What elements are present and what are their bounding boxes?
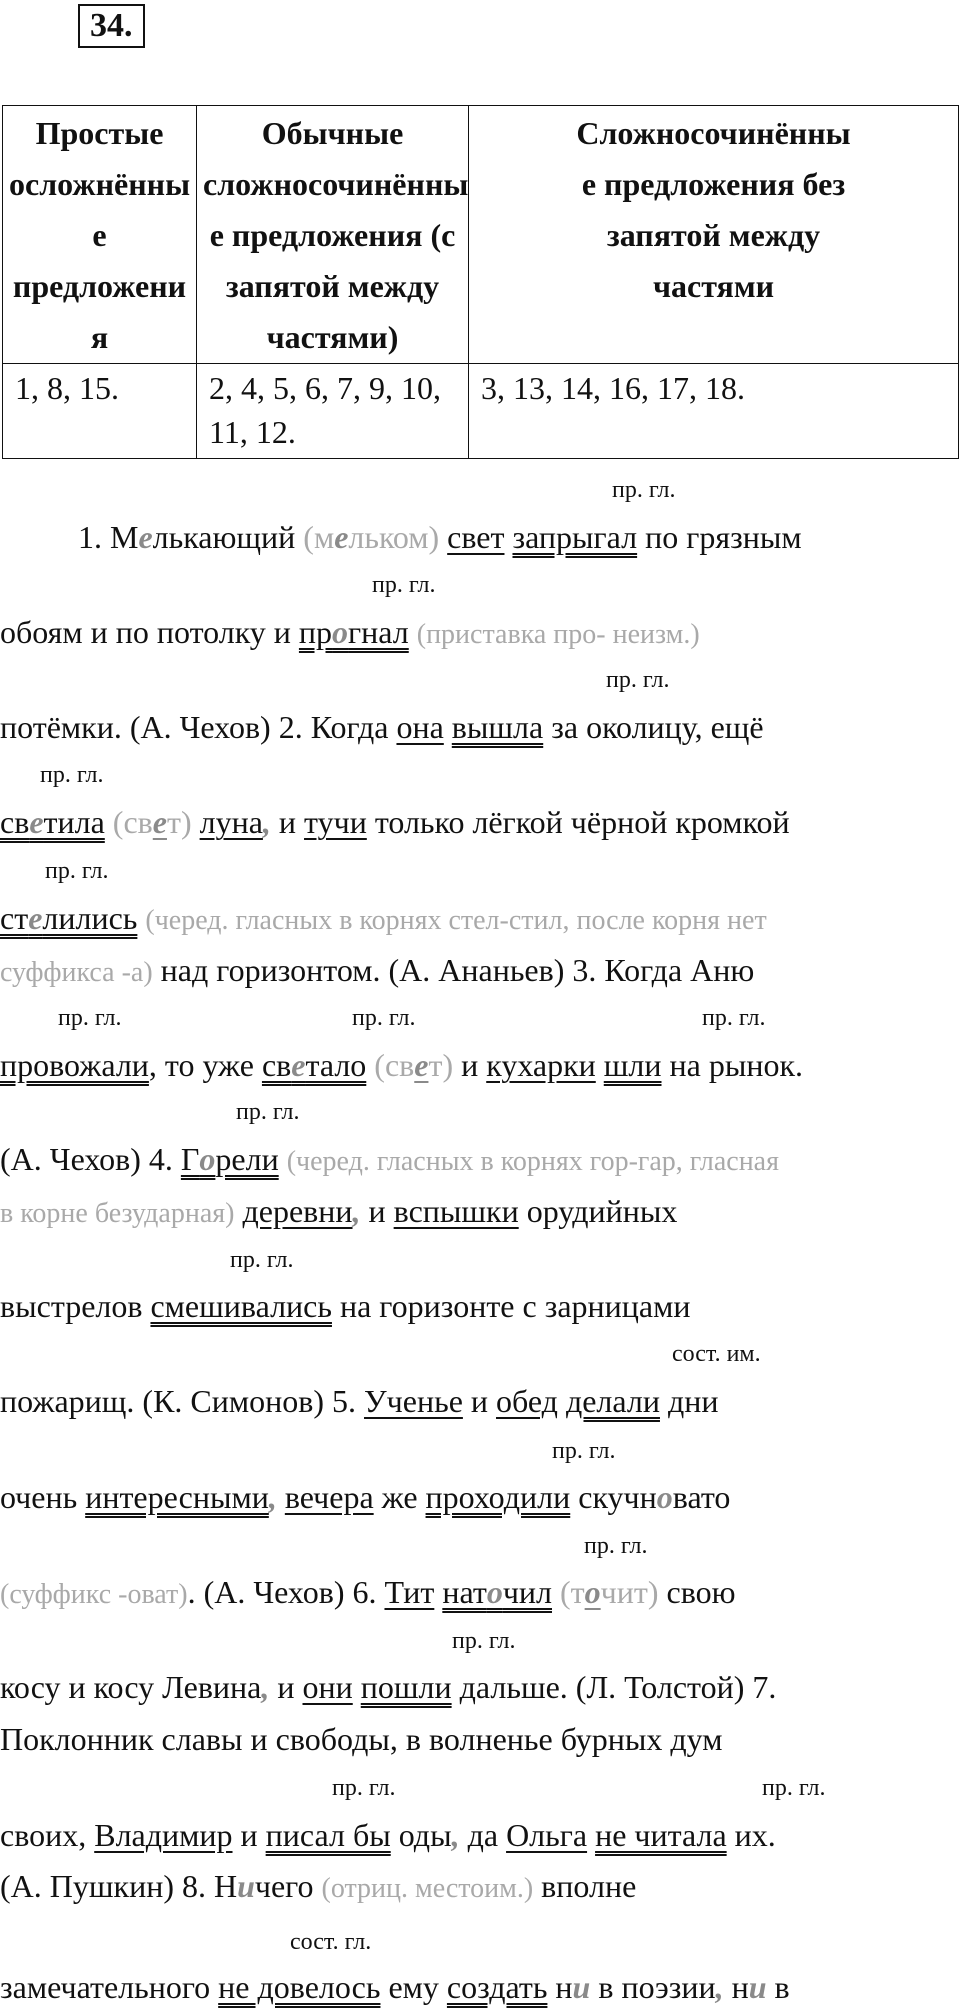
predicate: создать bbox=[446, 1969, 548, 2005]
predicate: гнал bbox=[348, 614, 409, 650]
text-run: на горизонте с зарницами bbox=[331, 1288, 691, 1324]
text-run: и bbox=[269, 1669, 303, 1705]
explanation-note: льком) bbox=[348, 519, 440, 555]
marked-letter: о bbox=[199, 1141, 216, 1177]
text-run bbox=[277, 1479, 285, 1515]
text-line bbox=[0, 1815, 776, 1855]
explanation-note: (м bbox=[303, 519, 335, 555]
subject: Ученье bbox=[364, 1383, 463, 1419]
subject: тучи bbox=[304, 804, 367, 840]
classification-table bbox=[2, 105, 959, 459]
subject: Ольга bbox=[506, 1817, 588, 1853]
predicate: интересными bbox=[85, 1479, 269, 1515]
annotation: пр. гл. bbox=[352, 1005, 416, 1031]
text-run: и bbox=[270, 804, 305, 840]
marked-letter: е bbox=[138, 519, 153, 555]
text-line bbox=[0, 1381, 719, 1421]
annotation: пр. гл. bbox=[584, 1533, 648, 1559]
text-line bbox=[0, 1286, 691, 1326]
header-line: Обычные bbox=[261, 115, 404, 151]
predicate: Г bbox=[180, 1141, 200, 1177]
explanation-note: суффикса -а) bbox=[0, 957, 153, 988]
header-line: осложнённы bbox=[9, 166, 191, 202]
predicate: ст bbox=[0, 900, 29, 936]
text-line bbox=[0, 1967, 790, 2007]
text-run: да bbox=[459, 1817, 507, 1853]
text-run bbox=[552, 1574, 560, 1610]
text-line bbox=[0, 707, 764, 747]
text-run: в bbox=[766, 1969, 790, 2005]
marked-comma: , bbox=[262, 804, 271, 840]
marked-comma: , bbox=[268, 1479, 277, 1515]
predicate: тало bbox=[305, 1047, 367, 1083]
annotation: пр. гл. bbox=[45, 858, 109, 884]
predicate: пошли bbox=[360, 1669, 452, 1705]
text-run: же bbox=[373, 1479, 426, 1515]
cell-line: 1, 8, 15. bbox=[15, 370, 119, 406]
explanation-note: (св bbox=[374, 1047, 415, 1083]
text-line bbox=[0, 612, 700, 655]
text-line bbox=[0, 1866, 636, 1909]
text-line bbox=[0, 1667, 776, 1707]
text-run: на рынок. bbox=[661, 1047, 803, 1083]
cell-line: 2, 4, 5, 6, 7, 9, 10, bbox=[209, 370, 441, 406]
header-compound-comma bbox=[197, 106, 469, 364]
text-run: по грязным bbox=[637, 519, 802, 555]
marked-comma: , bbox=[715, 1969, 724, 2005]
header-line: Сложносочинённы bbox=[576, 115, 851, 151]
annotation: пр. гл. bbox=[762, 1775, 826, 1801]
text-run: и bbox=[232, 1817, 266, 1853]
text-run bbox=[409, 614, 417, 650]
predicate: чил bbox=[502, 1574, 552, 1610]
text-run: чего bbox=[254, 1868, 322, 1904]
predicate: тила bbox=[43, 804, 105, 840]
text-run: орудийных bbox=[518, 1193, 678, 1229]
explanation-note: (т bbox=[560, 1574, 585, 1610]
explanation-note: (суффикс -оват) bbox=[0, 1579, 188, 1610]
subject: обед bbox=[496, 1383, 558, 1419]
marked-letter: и bbox=[572, 1969, 591, 2005]
text-run bbox=[596, 1047, 604, 1083]
subject: вспышки bbox=[393, 1193, 519, 1229]
annotation: пр. гл. bbox=[58, 1005, 122, 1031]
text-line bbox=[0, 1477, 730, 1517]
text-line bbox=[0, 1191, 677, 1234]
text-run bbox=[279, 1141, 287, 1177]
explanation-note: в корне безударная) bbox=[0, 1198, 235, 1229]
text-run: и bbox=[462, 1383, 497, 1419]
marked-letter: е bbox=[334, 519, 349, 555]
annotation: пр. гл. bbox=[230, 1247, 294, 1273]
header-line: частями) bbox=[266, 319, 399, 355]
annotation: пр. гл. bbox=[702, 1005, 766, 1031]
text-run: очень bbox=[0, 1479, 86, 1515]
text-run: вато bbox=[672, 1479, 731, 1515]
header-line: сложносочинённы bbox=[203, 166, 469, 202]
text-line bbox=[0, 1139, 779, 1182]
subject: вечера bbox=[284, 1479, 374, 1515]
predicate: делали bbox=[565, 1383, 660, 1419]
annotation: пр. гл. bbox=[332, 1775, 396, 1801]
text-run bbox=[558, 1383, 566, 1419]
annotation: пр. гл. bbox=[40, 762, 104, 788]
marked-letter: е bbox=[29, 804, 44, 840]
text-run: за околицу, ещё bbox=[543, 709, 764, 745]
annotation: пр. гл. bbox=[552, 1438, 616, 1464]
annotation: пр. гл. bbox=[372, 572, 436, 598]
marked-letter: о bbox=[584, 1574, 601, 1610]
text-run bbox=[192, 804, 200, 840]
text-run: ему bbox=[380, 1969, 447, 2005]
annotation: пр. гл. bbox=[612, 477, 676, 503]
text-run bbox=[587, 1817, 595, 1853]
text-run: дни bbox=[659, 1383, 719, 1419]
marked-letter: е bbox=[414, 1047, 429, 1083]
annotation: пр. гл. bbox=[606, 667, 670, 693]
marked-letter: о bbox=[332, 614, 349, 650]
text-run: (А. Чехов) 4. bbox=[0, 1141, 181, 1177]
predicate: св bbox=[261, 1047, 292, 1083]
text-run bbox=[353, 1669, 361, 1705]
text-line bbox=[0, 898, 767, 941]
annotation: пр. гл. bbox=[236, 1099, 300, 1125]
text-run: н bbox=[723, 1969, 749, 2005]
text-run: пожарищ. (К. Симонов) 5. bbox=[0, 1383, 365, 1419]
text-run: (А. Пушкин) 8. Н bbox=[0, 1868, 238, 1904]
text-run: над горизонтом. (А. Ананьев) 3. Когда Аню bbox=[152, 952, 755, 988]
table-row bbox=[3, 364, 959, 459]
text-line bbox=[0, 1045, 803, 1085]
text-run: своих, bbox=[0, 1817, 95, 1853]
text-run bbox=[439, 519, 447, 555]
explanation-note: (черед. гласных в корнях гор-гар, гласная bbox=[286, 1146, 779, 1177]
text-run: . (А. Чехов) 6. bbox=[187, 1574, 385, 1610]
header-line: предложени bbox=[12, 268, 187, 304]
text-run: вполне bbox=[533, 1868, 637, 1904]
text-run: 1. М bbox=[78, 519, 139, 555]
marked-comma: , bbox=[261, 1669, 270, 1705]
marked-letter: о bbox=[656, 1479, 673, 1515]
header-compound-no-comma bbox=[469, 106, 959, 364]
predicate: не довелось bbox=[218, 1969, 381, 2005]
predicate: нат bbox=[442, 1574, 487, 1610]
text-run: и bbox=[453, 1047, 487, 1083]
text-run: обоям и по потолку и bbox=[0, 614, 299, 650]
text-run: в поэзии bbox=[590, 1969, 716, 2005]
marked-letter: о bbox=[486, 1574, 503, 1610]
subject: деревни bbox=[242, 1193, 353, 1229]
marked-letter: е bbox=[28, 900, 43, 936]
subject: Владимир bbox=[94, 1817, 233, 1853]
text-line bbox=[0, 802, 790, 842]
predicate: рели bbox=[215, 1141, 279, 1177]
header-line: я bbox=[90, 319, 109, 355]
cell-line: 11, 12. bbox=[209, 414, 296, 450]
predicate: проходили bbox=[425, 1479, 571, 1515]
text-run: дальше. (Л. Толстой) 7. bbox=[451, 1669, 777, 1705]
text-run: лькающий bbox=[152, 519, 304, 555]
text-run bbox=[105, 804, 113, 840]
subject: свет bbox=[447, 519, 505, 555]
marked-letter: е bbox=[152, 804, 167, 840]
subject: она bbox=[396, 709, 444, 745]
annotation: пр. гл. bbox=[452, 1628, 516, 1654]
annotation: сост. им. bbox=[672, 1341, 761, 1367]
marked-letter: и bbox=[748, 1969, 767, 2005]
predicate: вышла bbox=[451, 709, 544, 745]
table-cell bbox=[469, 364, 959, 459]
text-line bbox=[0, 1719, 722, 1759]
explanation-note: (черед. гласных в корнях стел-стил, после корня нет bbox=[145, 905, 767, 936]
predicate: лились bbox=[42, 900, 138, 936]
marked-comma: , bbox=[352, 1193, 361, 1229]
cell-line: 3, 13, 14, 16, 17, 18. bbox=[481, 370, 745, 406]
text-line bbox=[78, 517, 802, 557]
subject: кухарки bbox=[486, 1047, 596, 1083]
marked-letter: е bbox=[291, 1047, 306, 1083]
explanation-note: т) bbox=[428, 1047, 454, 1083]
header-line: е bbox=[92, 217, 107, 253]
explanation-note: (св bbox=[112, 804, 153, 840]
text-run: только лёгкой чёрной кромкой bbox=[366, 804, 790, 840]
subject: Тит bbox=[384, 1574, 435, 1610]
text-run: Поклонник славы и свободы, в волненье бурных дум bbox=[0, 1721, 723, 1757]
predicate: писал бы bbox=[265, 1817, 391, 1853]
text-run: скучн bbox=[570, 1479, 657, 1515]
predicate: смешивались bbox=[150, 1288, 332, 1324]
text-run: выстрелов bbox=[0, 1288, 151, 1324]
header-simple bbox=[3, 106, 197, 364]
predicate: не читала bbox=[595, 1817, 727, 1853]
table-header-row bbox=[3, 106, 959, 364]
text-run: их. bbox=[726, 1817, 776, 1853]
text-line bbox=[0, 1572, 736, 1615]
explanation-note: (приставка про- неизм.) bbox=[416, 619, 700, 650]
text-run: потёмки. (А. Чехов) 2. Когда bbox=[0, 709, 397, 745]
table-cell bbox=[197, 364, 469, 459]
predicate: шли bbox=[603, 1047, 662, 1083]
table-cell bbox=[3, 364, 197, 459]
header-line: е предложения (с bbox=[209, 217, 456, 253]
predicate: запрыгал bbox=[512, 519, 638, 555]
header-line: частями bbox=[652, 268, 775, 304]
text-run: , то уже bbox=[148, 1047, 262, 1083]
header-line: Простые bbox=[35, 115, 164, 151]
explanation-note: (отриц. местоим.) bbox=[321, 1873, 534, 1904]
predicate: св bbox=[0, 804, 30, 840]
header-line: е предложения без bbox=[581, 166, 846, 202]
explanation-note: т) bbox=[166, 804, 192, 840]
explanation-note: чит) bbox=[600, 1574, 659, 1610]
annotation: сост. гл. bbox=[290, 1929, 372, 1955]
text-run: оды bbox=[390, 1817, 452, 1853]
marked-letter: и bbox=[237, 1868, 255, 1904]
text-run: н bbox=[547, 1969, 573, 2005]
marked-comma: , bbox=[451, 1817, 460, 1853]
text-run: свою bbox=[658, 1574, 736, 1610]
predicate: провожали bbox=[0, 1047, 149, 1083]
header-line: запятой между bbox=[606, 217, 821, 253]
subject: они bbox=[302, 1669, 353, 1705]
text-line bbox=[0, 950, 754, 993]
task-number: 34. bbox=[78, 4, 145, 48]
header-line: запятой между bbox=[225, 268, 440, 304]
text-run: и bbox=[360, 1193, 394, 1229]
text-run bbox=[444, 709, 452, 745]
text-run: косу и косу Левина bbox=[0, 1669, 262, 1705]
subject: луна bbox=[199, 804, 263, 840]
text-run: замечательного bbox=[0, 1969, 219, 2005]
predicate: пр bbox=[298, 614, 333, 650]
